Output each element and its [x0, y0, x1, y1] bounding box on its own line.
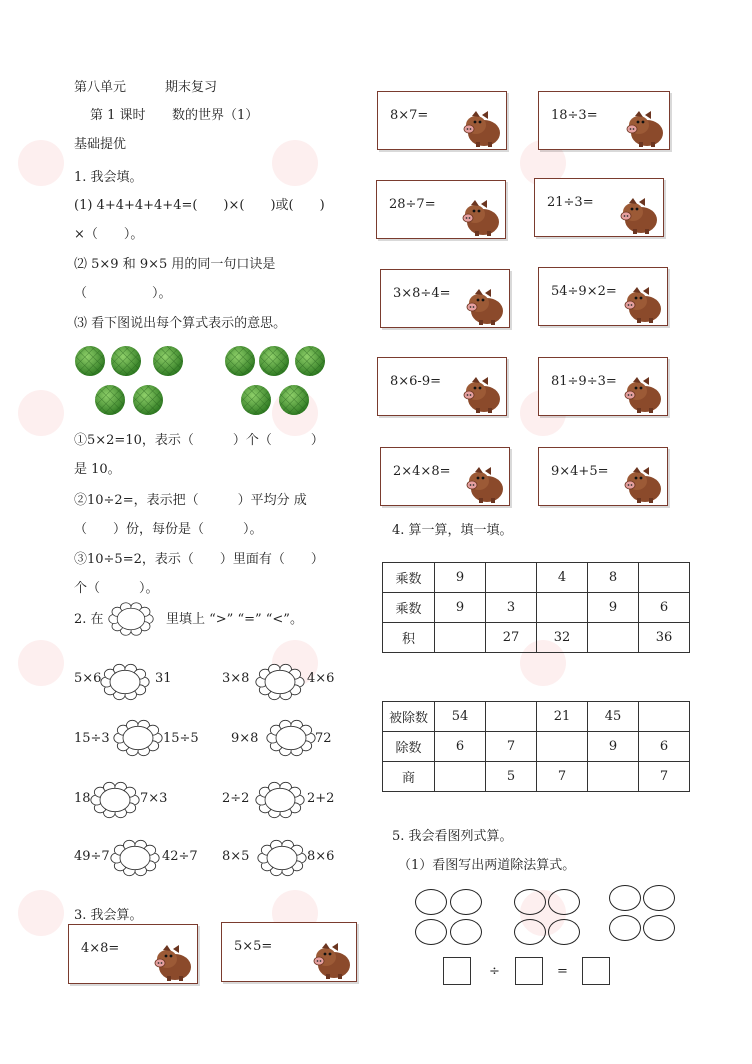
watermelon-icon: [153, 346, 183, 376]
table-cell[interactable]: [435, 762, 486, 792]
boar-icon: [619, 198, 659, 234]
flower-compare-icon[interactable]: [113, 716, 163, 760]
table-cell[interactable]: [537, 593, 588, 623]
watermelon-icon: [75, 346, 105, 376]
calc-card: [538, 447, 668, 506]
watermark: [18, 640, 64, 686]
q1-a1-line2: 是 10。: [74, 462, 121, 477]
table-cell[interactable]: 45: [588, 702, 639, 732]
answer-box[interactable]: [582, 957, 610, 985]
table-cell[interactable]: [588, 623, 639, 653]
cmp-left: 5×6: [74, 671, 102, 686]
calc-expression: 28÷7=: [389, 197, 436, 212]
unit-label: 第八单元: [74, 80, 127, 95]
table-cell: 乘数: [383, 593, 435, 623]
calc-card: [538, 267, 668, 326]
watermark: [272, 140, 318, 186]
cmp-left: 18: [74, 791, 91, 806]
cmp-left: 9×8: [231, 731, 259, 746]
table-cell[interactable]: 5: [486, 762, 537, 792]
calc-card: [538, 357, 668, 416]
table-cell[interactable]: [639, 563, 690, 593]
table-cell[interactable]: [486, 563, 537, 593]
q4-title: 4. 算一算，填一填。: [392, 523, 513, 538]
circle-shape: [548, 919, 580, 945]
watermelon-icon: [111, 346, 141, 376]
circle-shape: [415, 889, 447, 915]
q1-a3-line1: ③10÷5=2，表示（ ）里面有（ ）: [74, 552, 324, 567]
circle-shape: [415, 919, 447, 945]
boar-icon: [623, 377, 663, 413]
boar-icon: [625, 111, 665, 147]
q5-sub: （1）看图写出两道除法算式。: [398, 858, 576, 873]
lesson-label: 第 1 课时: [90, 108, 146, 123]
watermelon-icon: [295, 346, 325, 376]
boar-icon: [461, 200, 501, 236]
watermark: [18, 140, 64, 186]
lesson-title: 数的世界（1）: [172, 108, 259, 123]
table-cell[interactable]: [435, 623, 486, 653]
q3-title: 3. 我会算。: [74, 908, 143, 923]
table-cell[interactable]: 9: [435, 593, 486, 623]
q1-p2-line2: （ ）。: [74, 286, 172, 301]
circle-shape: [643, 885, 675, 911]
cmp-left: 15÷3: [74, 731, 110, 746]
table-cell[interactable]: 6: [639, 732, 690, 762]
equals-sign: =: [557, 964, 568, 979]
flower-compare-icon[interactable]: [266, 716, 316, 760]
circle-shape: [514, 889, 546, 915]
watermelon-icon: [225, 346, 255, 376]
circle-shape: [609, 885, 641, 911]
circle-shape: [609, 915, 641, 941]
cmp-right: 42÷7: [162, 849, 198, 864]
table-cell[interactable]: 6: [435, 732, 486, 762]
calc-expression: 8×6-9=: [390, 374, 441, 389]
boar-icon: [462, 377, 502, 413]
table-cell: 乘数: [383, 563, 435, 593]
table-cell: 积: [383, 623, 435, 653]
calc-expression: 21÷3=: [547, 195, 594, 210]
table-cell[interactable]: 4: [537, 563, 588, 593]
flower-compare-icon[interactable]: [100, 660, 150, 704]
flower-compare-icon[interactable]: [255, 660, 305, 704]
calc-card: [377, 91, 507, 150]
answer-box[interactable]: [443, 957, 471, 985]
table-cell[interactable]: 54: [435, 702, 486, 732]
cmp-right: 7×3: [140, 791, 168, 806]
calc-expression: 3×8÷4=: [393, 286, 451, 301]
table-cell[interactable]: 9: [435, 563, 486, 593]
table-cell[interactable]: 6: [639, 593, 690, 623]
q1-p1-line1: (1) 4+4+4+4+4=( )×( )或( ): [74, 198, 325, 213]
watermelon-group-right: [222, 344, 332, 420]
calc-card: [538, 91, 670, 150]
calc-expression: 54÷9×2=: [551, 284, 617, 299]
flower-compare-icon[interactable]: [110, 836, 160, 880]
table-cell: 商: [383, 762, 435, 792]
q1-p3: ⑶ 看下图说出每个算式表示的意思。: [74, 316, 287, 331]
boar-icon: [623, 467, 663, 503]
unit-title: 期末复习: [165, 80, 218, 95]
flower-compare-icon[interactable]: [257, 836, 307, 880]
calc-card: [376, 180, 506, 239]
watermelon-icon: [279, 385, 309, 415]
flower-compare-icon[interactable]: [255, 778, 305, 822]
table-cell[interactable]: [588, 762, 639, 792]
division-table: [382, 701, 690, 792]
cmp-left: 3×8: [222, 671, 250, 686]
table-cell[interactable]: [537, 732, 588, 762]
boar-icon: [623, 287, 663, 323]
table-cell[interactable]: 9: [588, 732, 639, 762]
calc-expression: 8×7=: [390, 108, 429, 123]
table-cell[interactable]: 9: [588, 593, 639, 623]
q1-p2-line1: ⑵ 5×9 和 9×5 用的同一句口诀是: [74, 257, 276, 272]
q1-p1-line2: ×（ ）。: [74, 227, 144, 242]
cmp-left: 8×5: [222, 849, 250, 864]
table-cell[interactable]: 32: [537, 623, 588, 653]
cmp-right: 31: [155, 671, 172, 686]
circle-shape: [548, 889, 580, 915]
q1-a3-line2: 个（ ）。: [74, 581, 159, 596]
calc-expression: 18÷3=: [551, 108, 598, 123]
table-cell[interactable]: 7: [486, 732, 537, 762]
watermelon-icon: [133, 385, 163, 415]
boar-icon: [465, 289, 505, 325]
q1-title: 1. 我会填。: [74, 170, 143, 185]
table-cell[interactable]: [486, 702, 537, 732]
table-cell[interactable]: 3: [486, 593, 537, 623]
section-title: 基础提优: [74, 137, 127, 152]
table-cell: 除数: [383, 732, 435, 762]
boar-icon: [465, 467, 505, 503]
table-cell[interactable]: 21: [537, 702, 588, 732]
cmp-left: 49÷7: [74, 849, 110, 864]
table-cell[interactable]: 8: [588, 563, 639, 593]
circle-shape: [514, 919, 546, 945]
calc-card: [68, 924, 198, 984]
cmp-right: 4×6: [307, 671, 335, 686]
watermelon-icon: [259, 346, 289, 376]
cmp-right: 15÷5: [163, 731, 199, 746]
q2-title-post: 里填上 “>” “=” “<”。: [166, 612, 303, 627]
boar-icon: [312, 943, 352, 979]
calc-expression: 5×5=: [234, 939, 273, 954]
watermelon-icon: [95, 385, 125, 415]
flower-compare-icon[interactable]: [108, 599, 154, 639]
q1-a2-line2: （ ）份，每份是（ ）。: [74, 522, 263, 537]
boar-icon: [153, 945, 193, 981]
q1-a2-line1: ②10÷2=，表示把（ ）平均分 成: [74, 493, 307, 508]
answer-box[interactable]: [515, 957, 543, 985]
watermelon-group-left: [72, 344, 192, 420]
table-cell: 被除数: [383, 702, 435, 732]
table-cell[interactable]: 7: [537, 762, 588, 792]
circle-shape: [450, 889, 482, 915]
calc-expression: 81÷9÷3=: [551, 374, 617, 389]
table-cell[interactable]: 36: [639, 623, 690, 653]
calc-card: [221, 922, 357, 982]
cmp-right: 72: [315, 731, 332, 746]
circle-shape: [450, 919, 482, 945]
q1-a1-line1: ①5×2=10，表示（ ）个（ ）: [74, 433, 324, 448]
flower-compare-icon[interactable]: [90, 778, 140, 822]
divide-sign: ÷: [489, 964, 500, 979]
calc-card: [377, 357, 507, 416]
cmp-left: 2÷2: [222, 791, 250, 806]
calc-card: [534, 178, 664, 237]
table-cell[interactable]: 7: [639, 762, 690, 792]
q2-title-pre: 2. 在: [74, 612, 104, 627]
cmp-right: 8×6: [307, 849, 335, 864]
watermelon-icon: [241, 385, 271, 415]
boar-icon: [462, 111, 502, 147]
cmp-right: 2+2: [307, 791, 335, 806]
calc-expression: 9×4+5=: [551, 464, 609, 479]
table-cell[interactable]: [639, 702, 690, 732]
calc-card: [380, 269, 510, 328]
q5-title: 5. 我会看图列式算。: [392, 829, 513, 844]
calc-card: [380, 447, 510, 506]
calc-expression: 2×4×8=: [393, 464, 451, 479]
circle-shape: [643, 915, 675, 941]
calc-expression: 4×8=: [81, 941, 120, 956]
watermark: [18, 890, 64, 936]
multiplication-table: [382, 562, 690, 653]
table-cell[interactable]: 27: [486, 623, 537, 653]
watermark: [18, 390, 64, 436]
